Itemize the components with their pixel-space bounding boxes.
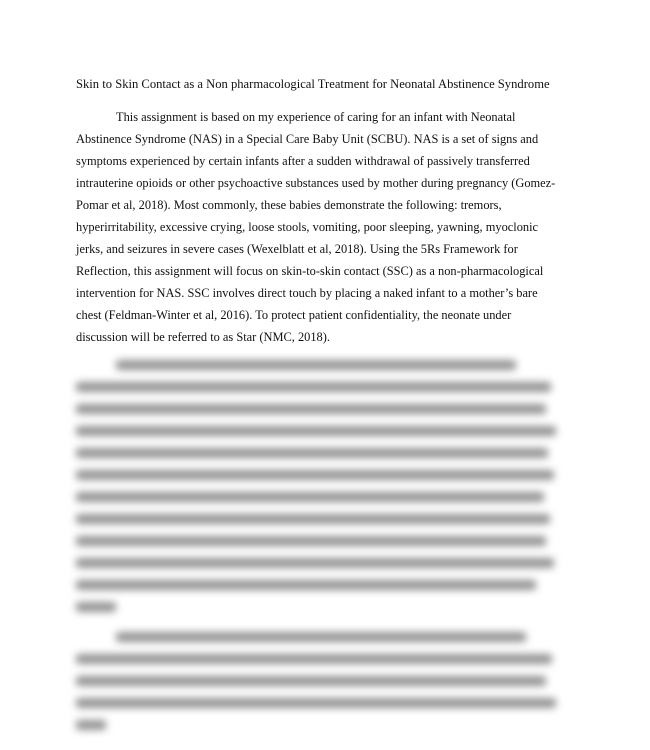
blurred-line: [76, 382, 551, 392]
paragraph-line: intrauterine opioids or other psychoactive substances used by mother during pregnancy (Gomez-: [76, 176, 556, 190]
blurred-line: [116, 360, 516, 370]
blurred-line: [76, 602, 116, 612]
blurred-line: [116, 632, 526, 642]
document-title: Skin to Skin Contact as a Non pharmacological Treatment for Neonatal Abstinence Syndrome: [76, 77, 550, 91]
paragraph-line: Abstinence Syndrome (NAS) in a Special Care Baby Unit (SCBU). NAS is a set of signs and: [76, 132, 539, 146]
blurred-line: [76, 492, 544, 502]
blurred-line: [76, 448, 548, 458]
paragraph-line: chest (Feldman-Winter et al, 2016). To protect patient confidentiality, the neonate under: [76, 308, 512, 322]
blurred-paragraph: [76, 360, 576, 624]
blurred-line: [76, 558, 554, 568]
blurred-line: [76, 404, 546, 414]
blurred-line: [76, 426, 556, 436]
paragraph-line: discussion will be referred to as Star (NMC, 2018).: [76, 330, 330, 344]
paragraph-line: This assignment is based on my experience of caring for an infant with Neonatal: [116, 110, 516, 124]
blurred-line: [76, 654, 552, 664]
blurred-line: [76, 698, 556, 708]
blurred-line: [76, 676, 546, 686]
paragraph-line: intervention for NAS. SSC involves direct touch by placing a naked infant to a mother’s bare: [76, 286, 538, 300]
blurred-line: [76, 514, 550, 524]
blurred-line: [76, 536, 546, 546]
blurred-line: [76, 470, 554, 480]
paragraph-intro: [76, 106, 576, 348]
blurred-line: [76, 720, 106, 730]
paragraph-line: Pomar et al, 2018). Most commonly, these babies demonstrate the following: tremors,: [76, 198, 502, 212]
paragraph-line: symptoms experienced by certain infants after a sudden withdrawal of passively transferred: [76, 154, 530, 168]
paragraph-line: jerks, and seizures in severe cases (Wexelblatt et al, 2018). Using the 5Rs Framework for: [76, 242, 518, 256]
paragraph-line: Reflection, this assignment will focus on skin-to-skin contact (SSC) as a non-pharmacological: [76, 264, 544, 278]
blurred-line: [76, 580, 536, 590]
paragraph-line: hyperirritability, excessive crying, loose stools, vomiting, poor sleeping, yawning, myoclonic: [76, 220, 539, 234]
blurred-paragraph: [76, 632, 576, 742]
